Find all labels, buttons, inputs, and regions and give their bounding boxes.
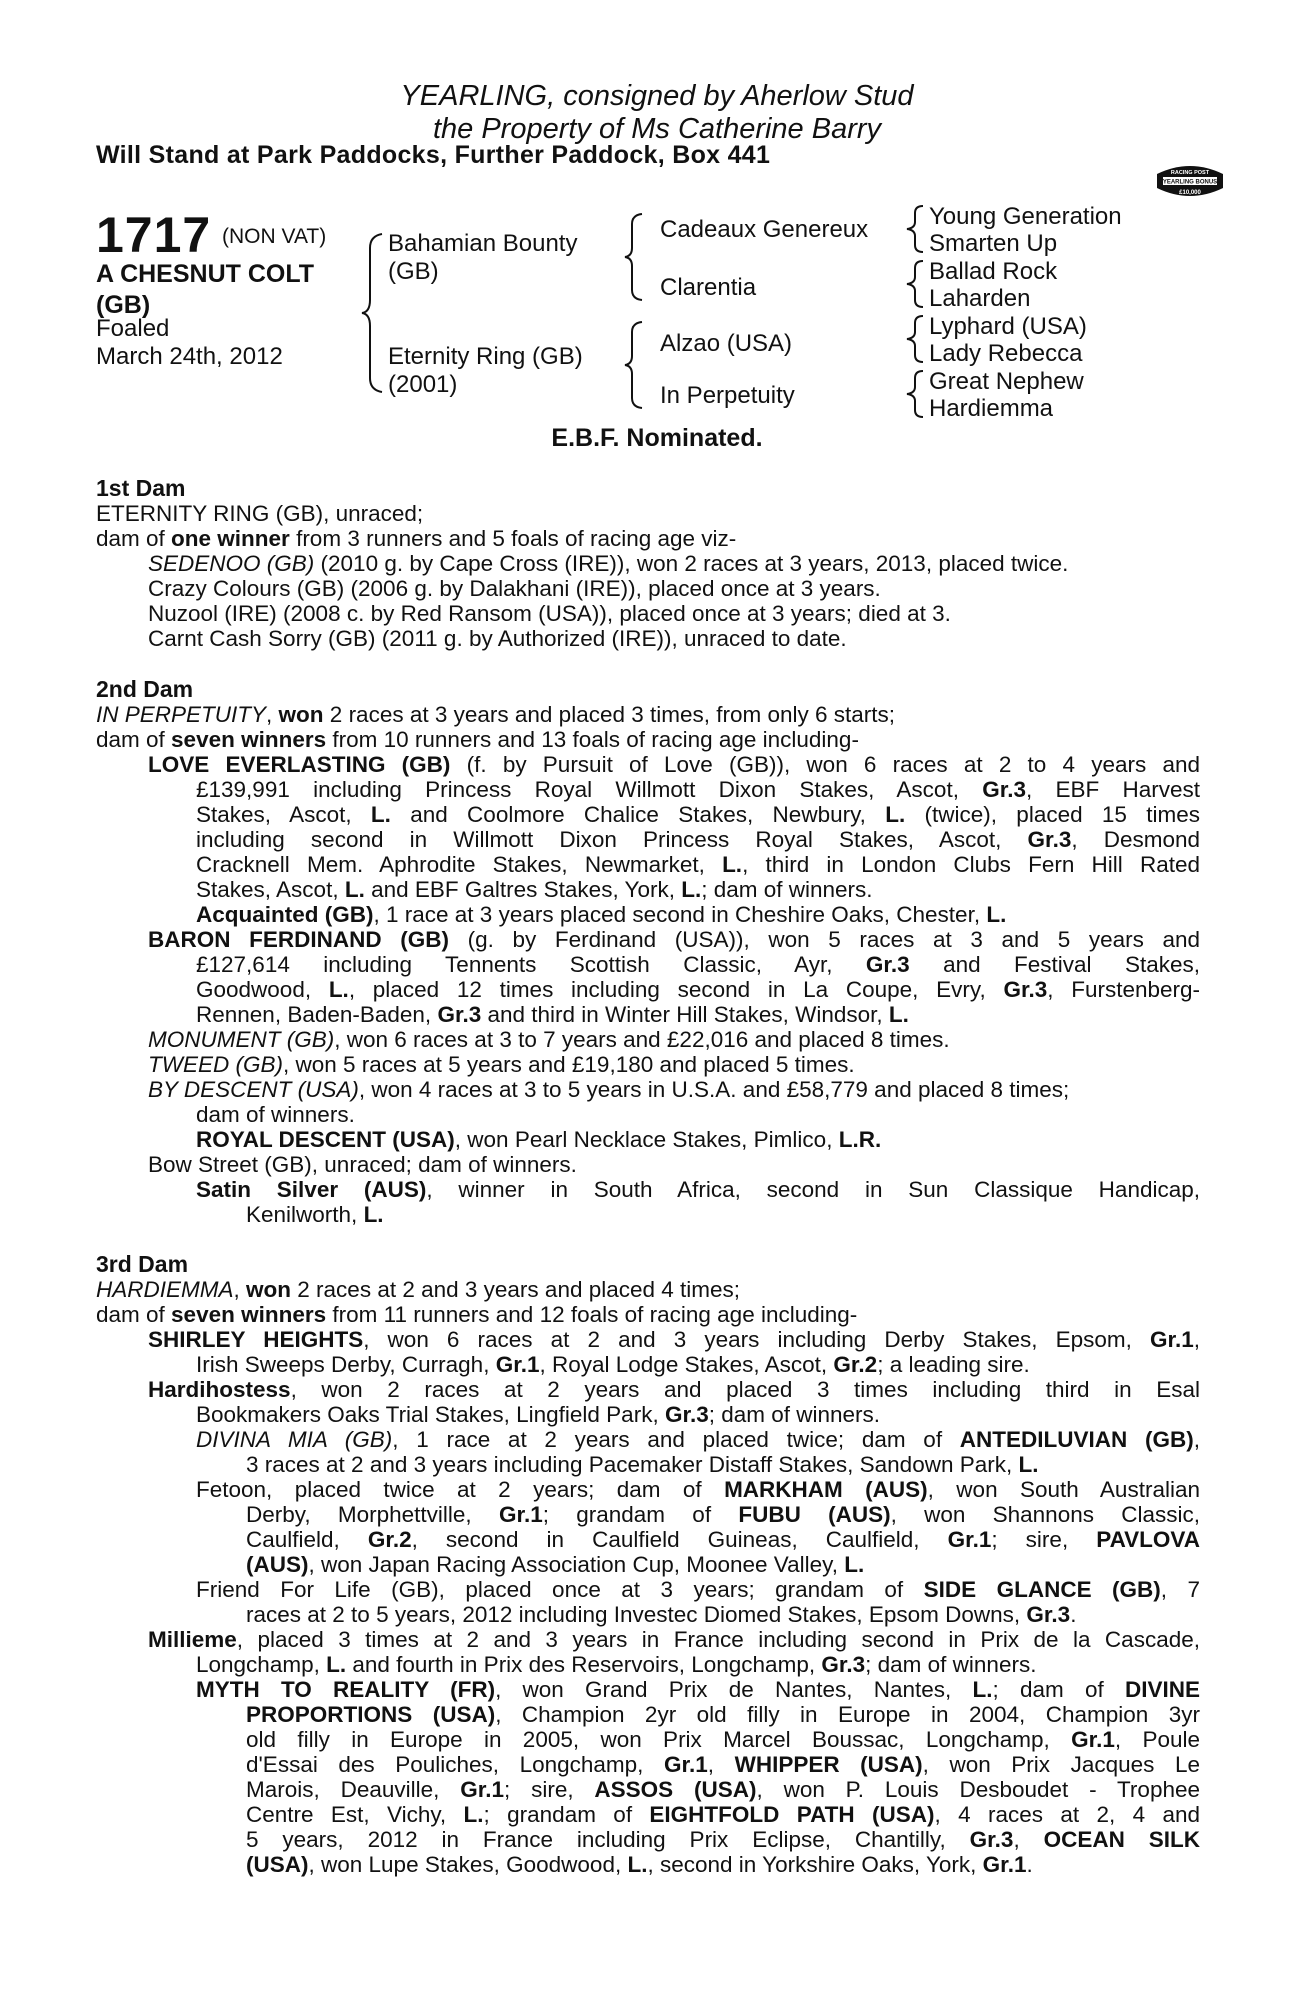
pedigree-brace-3 — [622, 320, 648, 410]
badge-middle-text: YEARLING BONUS — [1162, 179, 1218, 186]
pedigree-g6: Lady Rebecca — [929, 340, 1083, 367]
produce-line: Satin Silver (AUS), winner in South Africa, second in Sun Classique Handicap, — [196, 1177, 1200, 1202]
produce-line: Fetoon, placed twice at 2 years; dam of MARKHAM (AUS), won South Australian — [196, 1477, 1200, 1502]
produce-line: dam of winners. — [196, 1102, 355, 1127]
pedigree-brace-6 — [903, 314, 929, 364]
produce-line: Friend For Life (GB), placed once at 3 years; grandam of SIDE GLANCE (GB), 7 — [196, 1577, 1200, 1602]
produce-line: PROPORTIONS (USA), Champion 2yr old filly in Europe in 2004, Champion 3yr — [246, 1702, 1201, 1727]
produce-line: Crazy Colours (GB) (2006 g. by Dalakhani (IRE)), placed once at 3 years. — [148, 576, 881, 601]
produce-line: Bookmakers Oaks Trial Stakes, Lingfield Park, Gr.3; dam of winners. — [196, 1402, 881, 1427]
pedigree-g7: Great Nephew — [929, 368, 1084, 395]
produce-line: Stakes, Ascot, L. and Coolmore Chalice Stakes, Newbury, L. (twice), placed 15 times — [196, 802, 1200, 827]
produce-line: DIVINA MIA (GB), 1 race at 2 years and placed twice; dam of ANTEDILUVIAN (GB), — [196, 1427, 1201, 1452]
pedigree-sire: Bahamian Bounty — [388, 230, 578, 257]
pedigree-brace-4 — [903, 204, 929, 254]
pedigree-brace-2 — [622, 212, 648, 302]
first-dam-name: ETERNITY RING (GB), unraced; — [96, 501, 424, 526]
third-dam-name: HARDIEMMA, won 2 races at 2 and 3 years and placed 4 times; — [96, 1277, 741, 1302]
yearling-bonus-badge — [1155, 160, 1225, 202]
second-dam-heading: 2nd Dam — [96, 676, 194, 702]
produce-line: £127,614 including Tennents Scottish Classic, Ayr, Gr.3 and Festival Stakes, — [196, 952, 1200, 977]
pedigree-brace-1 — [360, 232, 390, 394]
produce-line: (USA), won Lupe Stakes, Goodwood, L., second in Yorkshire Oaks, York, Gr.1. — [246, 1852, 1033, 1877]
produce-line: Goodwood, L., placed 12 times including second in La Coupe, Evry, Gr.3, Furstenberg- — [196, 977, 1200, 1002]
pedigree-g4: Laharden — [929, 285, 1031, 312]
pedigree-dam-sire: Alzao (USA) — [660, 330, 793, 357]
stand-location: Will Stand at Park Paddocks, Further Paddock, Box 441 — [96, 141, 771, 169]
produce-line: Bow Street (GB), unraced; dam of winners. — [148, 1152, 577, 1177]
produce-line: Derby, Morphettville, Gr.1; grandam of FUBU (AUS), won Shannons Classic, — [246, 1502, 1200, 1527]
produce-line: Kenilworth, L. — [246, 1202, 384, 1227]
foaled-date: March 24th, 2012 — [96, 343, 283, 370]
produce-line: LOVE EVERLASTING (GB) (f. by Pursuit of Love (GB)), won 6 races at 2 to 4 years and — [148, 752, 1200, 777]
pedigree-sire-suffix: (GB) — [388, 258, 439, 285]
produce-line: races at 2 to 5 years, 2012 including Investec Diomed Stakes, Epsom Downs, Gr.3. — [246, 1602, 1077, 1627]
pedigree-brace-5 — [903, 259, 929, 309]
vat-status: (NON VAT) — [222, 225, 327, 248]
produce-line: MONUMENT (GB), won 6 races at 3 to 7 years and £22,016 and placed 8 times. — [148, 1027, 950, 1052]
produce-line: Carnt Cash Sorry (GB) (2011 g. by Authorized (IRE)), unraced to date. — [148, 626, 847, 651]
produce-line: Cracknell Mem. Aphrodite Stakes, Newmarket, L., third in London Clubs Fern Hill Rated — [196, 852, 1200, 877]
produce-line: BY DESCENT (USA), won 4 races at 3 to 5 years in U.S.A. and £58,779 and placed 8 times; — [148, 1077, 1070, 1102]
produce-line: Rennen, Baden-Baden, Gr.3 and third in Winter Hill Stakes, Windsor, L. — [196, 1002, 909, 1027]
foaled-info — [96, 315, 283, 371]
produce-line: Hardihostess, won 2 races at 2 years and placed 3 times including third in Esal — [148, 1377, 1200, 1402]
first-dam-heading: 1st Dam — [96, 475, 186, 501]
pedigree-g2: Smarten Up — [929, 230, 1058, 257]
produce-line: SEDENOO (GB) (2010 g. by Cape Cross (IRE)), won 2 races at 3 years, 2013, placed twice. — [148, 551, 1069, 576]
pedigree-g1: Young Generation — [929, 203, 1122, 230]
produce-line: Caulfield, Gr.2, second in Caulfield Guineas, Caulfield, Gr.1; sire, PAVLOVA — [246, 1527, 1200, 1552]
produce-line: Longchamp, L. and fourth in Prix des Reservoirs, Longchamp, Gr.3; dam of winners. — [196, 1652, 1037, 1677]
third-dam-summary: dam of seven winners from 11 runners and 12 foals of racing age including- — [96, 1302, 858, 1327]
pedigree-dam-dam: In Perpetuity — [660, 382, 795, 409]
produce-line: Irish Sweeps Derby, Curragh, Gr.1, Royal Lodge Stakes, Ascot, Gr.2; a leading sire. — [196, 1352, 1030, 1377]
second-dam-summary: dam of seven winners from 10 runners and 13 foals of racing age including- — [96, 727, 859, 752]
produce-line: Acquainted (GB), 1 race at 3 years placed second in Cheshire Oaks, Chester, L. — [196, 902, 1007, 927]
first-dam-summary: dam of one winner from 3 runners and 5 foals of racing age viz- — [96, 526, 737, 551]
produce-line: d'Essai des Pouliches, Longchamp, Gr.1, WHIPPER (USA), won Prix Jacques Le — [246, 1752, 1200, 1777]
lot-description: A CHESNUT COLT (GB) — [96, 260, 315, 319]
pedigree-dam: Eternity Ring (GB) — [388, 343, 583, 370]
pedigree-g5: Lyphard (USA) — [929, 313, 1087, 340]
produce-line: 3 races at 2 and 3 years including Pacemaker Distaff Stakes, Sandown Park, L. — [246, 1452, 1039, 1477]
lot-number: 1717 — [96, 207, 212, 263]
pedigree-dam-year: (2001) — [388, 371, 458, 398]
produce-line: old filly in Europe in 2005, won Prix Marcel Boussac, Longchamp, Gr.1, Poule — [246, 1727, 1200, 1752]
badge-top-text: RACING POST — [1170, 170, 1210, 176]
ebf-nomination: E.B.F. Nominated. — [551, 424, 763, 452]
produce-line: TWEED (GB), won 5 races at 5 years and £19,180 and placed 5 times. — [148, 1052, 855, 1077]
produce-line: Millieme, placed 3 times at 2 and 3 years in France including second in Prix de la Cascade, — [148, 1627, 1200, 1652]
produce-line: BARON FERDINAND (GB) (g. by Ferdinand (USA)), won 5 races at 3 and 5 years and — [148, 927, 1201, 952]
consignor-line: YEARLING, consigned by Aherlow Stud — [400, 80, 914, 112]
property-line: the Property of Ms Catherine Barry — [432, 113, 882, 145]
produce-line: Marois, Deauville, Gr.1; sire, ASSOS (USA), won P. Louis Desboudet - Trophee — [246, 1777, 1200, 1802]
produce-line: SHIRLEY HEIGHTS, won 6 races at 2 and 3 years including Derby Stakes, Epsom, Gr.1, — [148, 1327, 1200, 1352]
produce-line: ROYAL DESCENT (USA), won Pearl Necklace Stakes, Pimlico, L.R. — [196, 1127, 882, 1152]
produce-line: 5 years, 2012 in France including Prix Eclipse, Chantilly, Gr.3, OCEAN SILK — [246, 1827, 1200, 1852]
produce-line: MYTH TO REALITY (FR), won Grand Prix de Nantes, Nantes, L.; dam of DIVINE — [196, 1677, 1200, 1702]
produce-line: including second in Willmott Dixon Princess Royal Stakes, Ascot, Gr.3, Desmond — [196, 827, 1200, 852]
produce-line: £139,991 including Princess Royal Willmott Dixon Stakes, Ascot, Gr.3, EBF Harvest — [196, 777, 1200, 802]
second-dam-name: IN PERPETUITY, won 2 races at 3 years and placed 3 times, from only 6 starts; — [96, 702, 896, 727]
produce-line: (AUS), won Japan Racing Association Cup, Moonee Valley, L. — [246, 1552, 865, 1577]
pedigree-sire-sire: Cadeaux Genereux — [660, 216, 869, 243]
pedigree-brace-7 — [903, 369, 929, 419]
pedigree-g8: Hardiemma — [929, 395, 1054, 422]
produce-line: Stakes, Ascot, L. and EBF Galtres Stakes, York, L.; dam of winners. — [196, 877, 873, 902]
third-dam-heading: 3rd Dam — [96, 1251, 189, 1277]
pedigree-g3: Ballad Rock — [929, 258, 1058, 285]
foaled-label: Foaled — [96, 315, 170, 342]
badge-amount-text: £10,000 — [1179, 190, 1201, 196]
produce-line: Nuzool (IRE) (2008 c. by Red Ransom (USA)), placed once at 3 years; died at 3. — [148, 601, 951, 626]
pedigree-sire-dam: Clarentia — [660, 274, 757, 301]
produce-line: Centre Est, Vichy, L.; grandam of EIGHTFOLD PATH (USA), 4 races at 2, 4 and — [246, 1802, 1200, 1827]
